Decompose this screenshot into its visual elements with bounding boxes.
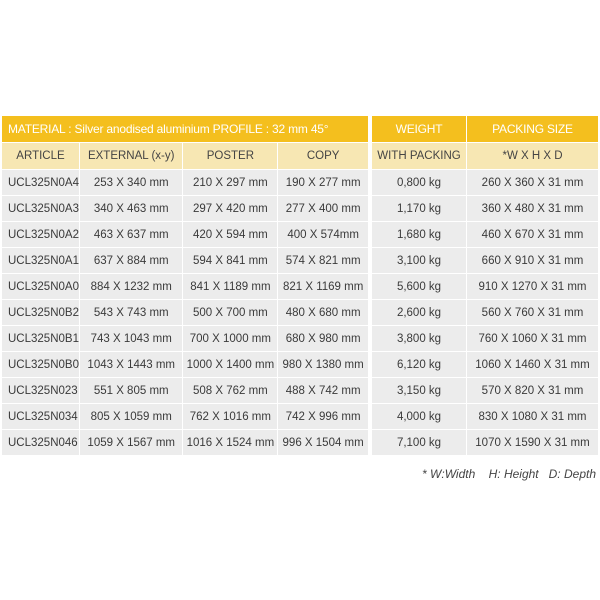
copy-cell: 821 X 1169 mm [277,273,368,299]
table-row [372,273,598,299]
table-row [372,247,598,273]
article-cell: UCL325N023 [2,377,79,403]
table-row [372,195,598,221]
table-row [372,377,598,403]
copy-cell: 400 X 574mm [277,221,368,247]
table-row [372,429,598,455]
external-cell: 253 X 340 mm [79,169,183,195]
weight-cell: 3,100 kg [372,247,466,273]
weight-subheader-row [372,142,598,169]
table-row [372,325,598,351]
weight-header: WEIGHT [372,116,466,142]
packing-size-cell: 760 X 1060 X 31 mm [466,325,598,351]
external-cell: 463 X 637 mm [79,221,183,247]
table-row [372,169,598,195]
copy-cell: 980 X 1380 mm [277,351,368,377]
external-cell: 884 X 1232 mm [79,273,183,299]
weight-packing-table [372,116,598,455]
article-cell: UCL325N0A0 [2,273,79,299]
dimensions-table [2,116,368,455]
copy-cell: 742 X 996 mm [277,403,368,429]
packing-size-header: PACKING SIZE [466,116,598,142]
material-header-row [2,116,368,142]
col-whd-header: *W X H X D [466,142,598,169]
external-cell: 805 X 1059 mm [79,403,183,429]
col-with-packing-header: WITH PACKING [372,142,466,169]
table-row [372,221,598,247]
packing-size-cell: 1070 X 1590 X 31 mm [466,429,598,455]
weight-cell: 4,000 kg [372,403,466,429]
external-cell: 1059 X 1567 mm [79,429,183,455]
article-cell: UCL325N046 [2,429,79,455]
column-header-row [2,142,368,169]
copy-cell: 480 X 680 mm [277,299,368,325]
col-poster-header: POSTER [182,142,277,169]
weight-cell: 3,150 kg [372,377,466,403]
packing-size-cell: 660 X 910 X 31 mm [466,247,598,273]
material-header: MATERIAL : Silver anodised aluminium PROFILE : 32 mm 45° [2,116,368,142]
table-row [2,299,368,325]
weight-cell: 1,680 kg [372,221,466,247]
external-cell: 637 X 884 mm [79,247,183,273]
weight-cell: 5,600 kg [372,273,466,299]
weight-cell: 1,170 kg [372,195,466,221]
poster-cell: 1000 X 1400 mm [182,351,277,377]
article-cell: UCL325N0B1 [2,325,79,351]
packing-size-cell: 1060 X 1460 X 31 mm [466,351,598,377]
table-row [2,195,368,221]
copy-cell: 190 X 277 mm [277,169,368,195]
table-row [372,403,598,429]
packing-size-cell: 460 X 670 X 31 mm [466,221,598,247]
packing-size-cell: 570 X 820 X 31 mm [466,377,598,403]
weight-cell: 0,800 kg [372,169,466,195]
weight-packing-table-body [372,169,598,455]
poster-cell: 420 X 594 mm [182,221,277,247]
copy-cell: 996 X 1504 mm [277,429,368,455]
weight-header-row [372,116,598,142]
article-cell: UCL325N0A4 [2,169,79,195]
article-cell: UCL325N0A2 [2,221,79,247]
table-row [372,299,598,325]
copy-cell: 277 X 400 mm [277,195,368,221]
poster-cell: 500 X 700 mm [182,299,277,325]
table-row [2,351,368,377]
poster-cell: 1016 X 1524 mm [182,429,277,455]
dimension-footnote: * W:Width H: Height D: Depth [422,467,596,481]
dimensions-table-body [2,169,368,455]
packing-size-cell: 910 X 1270 X 31 mm [466,273,598,299]
table-row [2,325,368,351]
poster-cell: 508 X 762 mm [182,377,277,403]
external-cell: 543 X 743 mm [79,299,183,325]
table-row [2,169,368,195]
table-row [2,273,368,299]
packing-size-cell: 830 X 1080 X 31 mm [466,403,598,429]
col-article-header: ARTICLE [2,142,79,169]
col-copy-header: COPY [277,142,368,169]
packing-size-cell: 260 X 360 X 31 mm [466,169,598,195]
table-row [372,351,598,377]
table-row [2,247,368,273]
weight-cell: 3,800 kg [372,325,466,351]
copy-cell: 680 X 980 mm [277,325,368,351]
poster-cell: 297 X 420 mm [182,195,277,221]
weight-cell: 7,100 kg [372,429,466,455]
external-cell: 340 X 463 mm [79,195,183,221]
article-cell: UCL325N0B2 [2,299,79,325]
poster-cell: 210 X 297 mm [182,169,277,195]
article-cell: UCL325N0B0 [2,351,79,377]
weight-cell: 2,600 kg [372,299,466,325]
table-row [2,403,368,429]
table-row [2,429,368,455]
external-cell: 743 X 1043 mm [79,325,183,351]
col-external-header: EXTERNAL (x-y) [79,142,183,169]
article-cell: UCL325N0A1 [2,247,79,273]
copy-cell: 488 X 742 mm [277,377,368,403]
article-cell: UCL325N034 [2,403,79,429]
poster-cell: 762 X 1016 mm [182,403,277,429]
weight-cell: 6,120 kg [372,351,466,377]
packing-size-cell: 360 X 480 X 31 mm [466,195,598,221]
copy-cell: 574 X 821 mm [277,247,368,273]
table-row [2,377,368,403]
external-cell: 1043 X 1443 mm [79,351,183,377]
external-cell: 551 X 805 mm [79,377,183,403]
table-row [2,221,368,247]
poster-cell: 700 X 1000 mm [182,325,277,351]
packing-size-cell: 560 X 760 X 31 mm [466,299,598,325]
poster-cell: 594 X 841 mm [182,247,277,273]
poster-cell: 841 X 1189 mm [182,273,277,299]
article-cell: UCL325N0A3 [2,195,79,221]
